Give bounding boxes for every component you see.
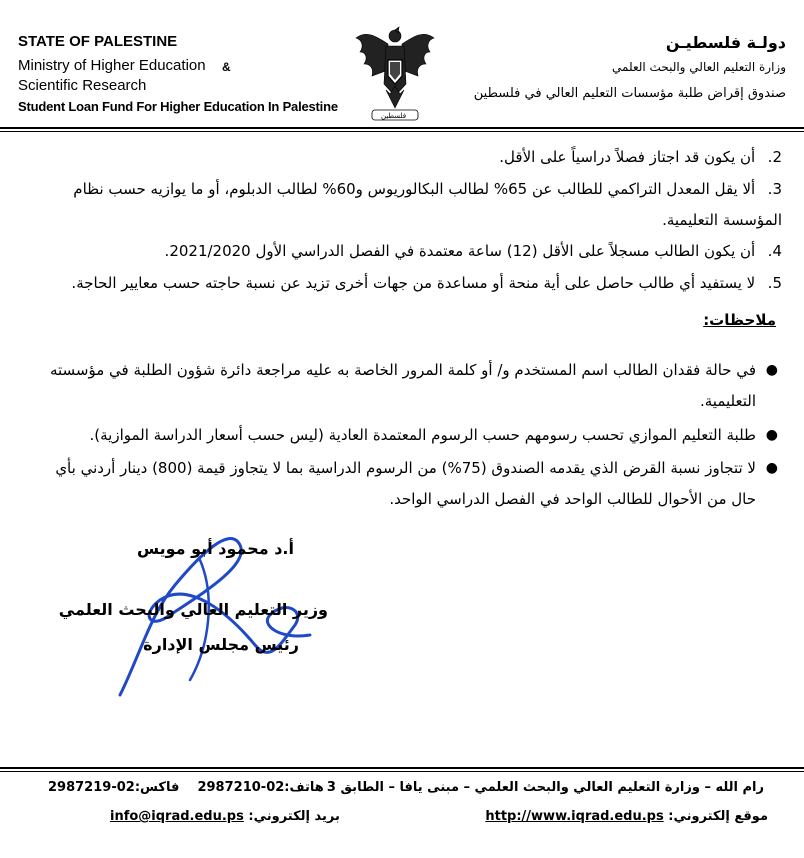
email-label: بريد إلكتروني: <box>248 809 340 824</box>
header-ar-ministry: وزارة التعليم العالي والبحث العلمي <box>612 60 786 74</box>
condition-number: 3. <box>767 180 782 198</box>
condition-item <box>22 142 782 173</box>
header-ar-title: دولـة فلسطيـن <box>665 33 786 52</box>
header-en-ministry-line2: Scientific Research <box>18 77 147 94</box>
signatory-role: رئيس مجلس الإدارة <box>143 635 299 654</box>
footer-divider-thin <box>0 771 804 772</box>
condition-number: 2. <box>767 148 782 166</box>
condition-text: ألا يقل المعدل التراكمي للطالب عن 65% لطالب البكالوريوس و60% لطالب الدبلوم، أو ما يوازيه حسب نظام المؤسسة التعليمية. <box>73 180 782 229</box>
condition-number: 5. <box>767 274 782 292</box>
header-en-title: STATE OF PALESTINE <box>18 33 178 50</box>
website-link[interactable]: http://www.iqrad.edu.ps <box>485 809 664 824</box>
header-ar-fund: صندوق إقراض طلبة مؤسسات التعليم العالي في فلسطين <box>473 86 786 101</box>
note-text: في حالة فقدان الطالب اسم المستخدم و/ أو كلمة المرور الخاصة به عليه مراجعة دائرة شؤون الطلبة في مؤسسته التعليمية. <box>49 361 756 410</box>
fax-label: فاكس: <box>134 780 180 795</box>
condition-text: أن يكون الطالب مسجلاً على الأقل (12) ساعة معتمدة في الفصل الدراسي الأول 2021/2020. <box>164 242 756 260</box>
condition-text: أن يكون قد اجتاز فصلاً دراسياً على الأقل. <box>499 148 756 166</box>
bullet-icon: ● <box>765 460 778 476</box>
notes-heading: ملاحظات: <box>703 311 776 329</box>
footer-phone-fax <box>48 780 324 795</box>
phone-number: 02-2987210 <box>197 780 285 795</box>
bullet-icon: ● <box>765 427 778 443</box>
condition-item <box>22 236 782 267</box>
signatory-title: وزير التعليم العالي والبحث العلمي <box>58 600 328 619</box>
header-en-fund: Student Loan Fund For Higher Education In Palestine <box>18 99 338 114</box>
footer-address: رام الله – وزارة التعليم العالي والبحث العلمي – مبنى يافا – الطابق 3 <box>326 780 764 795</box>
note-text: لا تتجاوز نسبة القرض الذي يقدمه الصندوق (75%) من الرسوم الدراسية بما لا يتجاوز قيمة (800) دينار أردني بأي حال من الأحوال للطالب الواحد في الفصل الدراسي الواحد. <box>55 459 756 508</box>
signatory-name: أ.د محمود أبو مويس <box>137 539 294 558</box>
header-en-ministry-line1: Ministry of Higher Education <box>18 57 206 74</box>
fax-number: 02-2987219 <box>48 780 135 795</box>
condition-item <box>22 268 782 299</box>
emblem-label: فلسطين <box>381 112 407 120</box>
note-item <box>36 420 778 451</box>
condition-number: 4. <box>767 242 782 260</box>
phone-label: هاتف: <box>284 780 324 795</box>
footer-email <box>110 809 340 824</box>
header-divider-thin <box>0 131 804 132</box>
bullet-icon: ● <box>765 362 778 378</box>
header-en-ampersand: & <box>222 60 231 74</box>
footer-website <box>485 809 768 824</box>
website-label: موقع إلكتروني: <box>668 809 768 824</box>
footer-divider <box>0 767 804 769</box>
condition-text: لا يستفيد أي طالب حاصل على أية منحة أو مساعدة من جهات أخرى تزيد عن نسبة حاجته حسب معايير الحاجة. <box>71 274 756 292</box>
header-divider <box>0 127 804 129</box>
email-link[interactable]: info@iqrad.edu.ps <box>110 809 244 824</box>
condition-item <box>22 174 782 236</box>
note-text: طلبة التعليم الموازي تحسب رسومهم حسب الرسوم المعتمدة العادية (ليس حسب أسعار الدراسة الموازية). <box>89 426 756 444</box>
note-item <box>36 355 778 417</box>
